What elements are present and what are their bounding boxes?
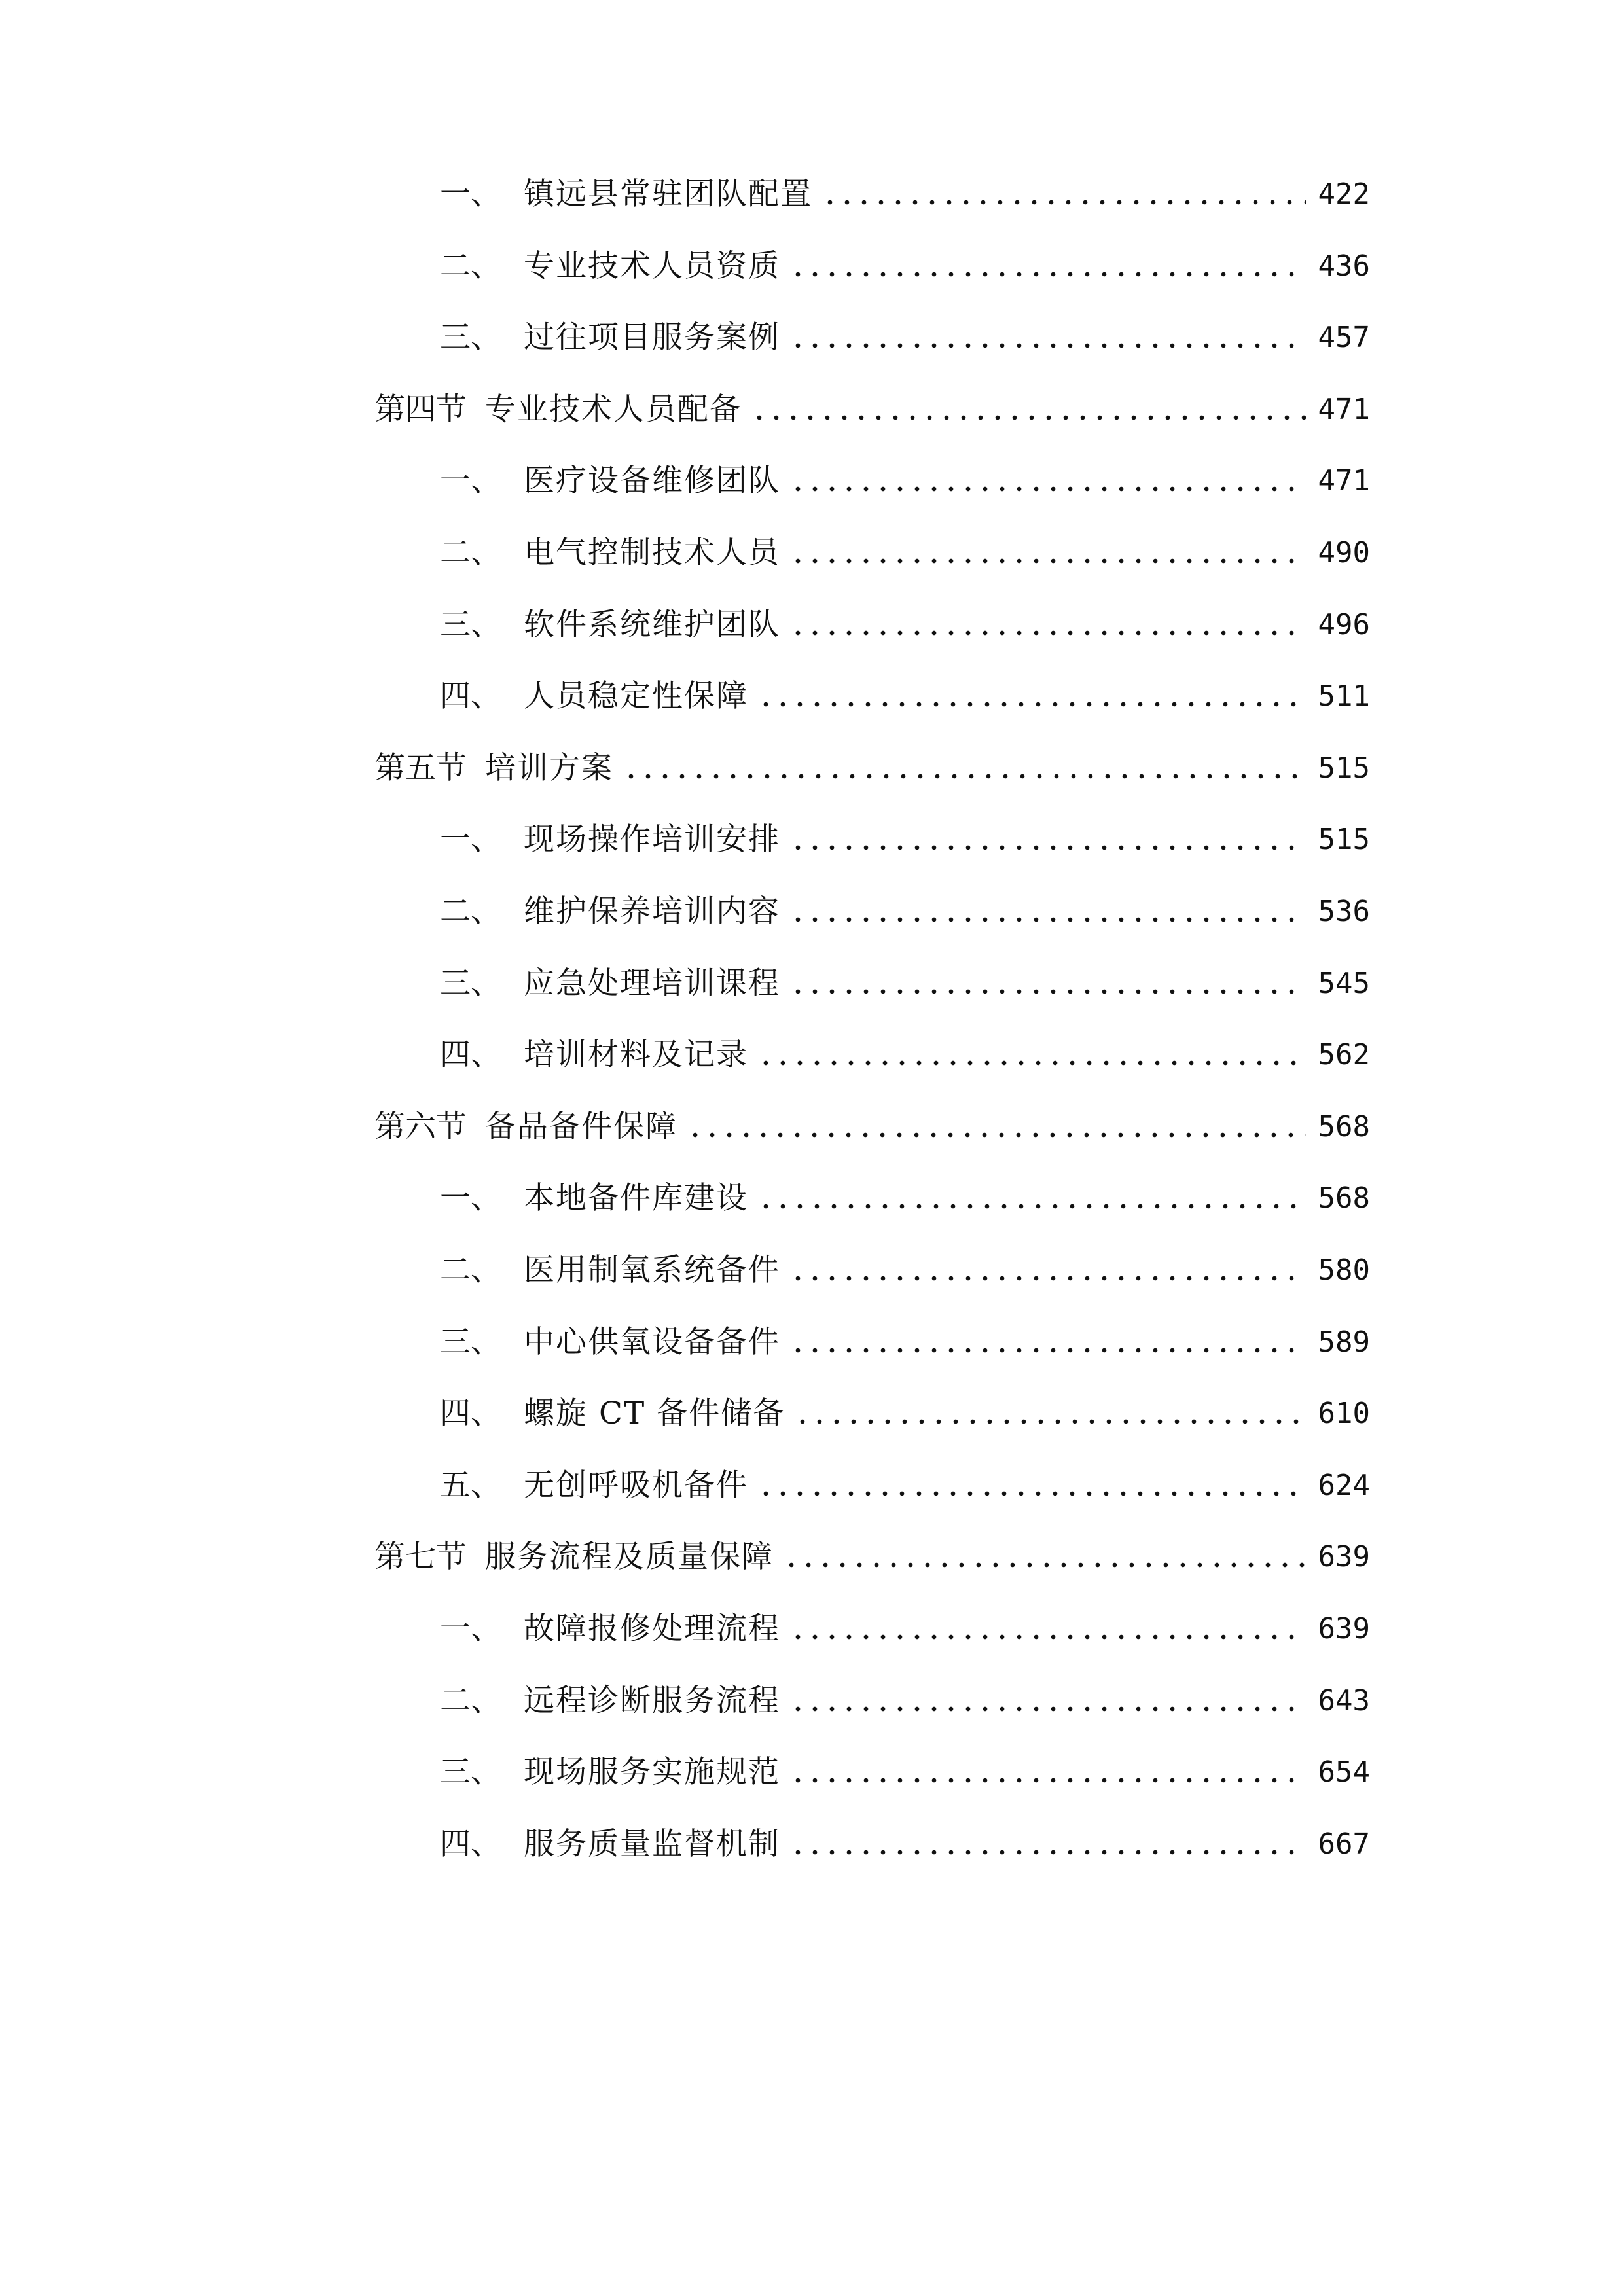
toc-dot-leader: [783, 1531, 1306, 1583]
toc-subsection-entry[interactable]: [440, 1675, 1370, 1727]
toc-section-entry[interactable]: [374, 1101, 1370, 1153]
toc-subsection-entry[interactable]: [440, 1172, 1370, 1225]
toc-entry-page-number: 490: [1318, 536, 1370, 569]
toc-entry-title: 人员稳定性保障: [524, 678, 748, 714]
toc-entry-page-number: 639: [1318, 1612, 1370, 1645]
toc-entry-page-number: 568: [1318, 1181, 1370, 1215]
toc-entry-number: 三、: [440, 1324, 501, 1360]
toc-entry-title: 软件系统维护团队: [524, 607, 780, 643]
toc-dot-leader: [789, 1675, 1306, 1727]
toc-dot-leader: [789, 886, 1306, 938]
toc-entry-title: 医用制氧系统备件: [524, 1252, 780, 1288]
toc-dot-leader: [789, 1603, 1306, 1655]
toc-subsection-entry[interactable]: [440, 1029, 1370, 1081]
toc-entry-page-number: 471: [1318, 464, 1370, 497]
toc-entry-title: 专业技术人员资质: [524, 248, 780, 284]
toc-dot-leader: [789, 1316, 1306, 1369]
toc-entry-number: 二、: [440, 1252, 501, 1288]
toc-dot-leader: [757, 1460, 1306, 1512]
toc-entry-title: 镇远县常驻团队配置: [524, 176, 812, 212]
toc-entry-page-number: 580: [1318, 1253, 1370, 1287]
toc-entry-title: 无创呼吸机备件: [524, 1467, 748, 1503]
toc-dot-leader: [789, 958, 1306, 1010]
toc-entry-title: 专业技术人员配备: [485, 391, 742, 427]
toc-entry-page-number: 589: [1318, 1325, 1370, 1359]
toc-entry-page-number: 515: [1318, 823, 1370, 856]
toc-entry-number: 三、: [440, 965, 501, 1001]
toc-entry-page-number: 562: [1318, 1038, 1370, 1071]
toc-subsection-entry[interactable]: [440, 1818, 1370, 1871]
toc-entry-title: 培训方案: [485, 750, 613, 786]
toc-entry-number: 一、: [440, 176, 501, 212]
toc-entry-number: 二、: [440, 248, 501, 284]
toc-entry-page-number: 471: [1318, 393, 1370, 426]
toc-entry-number: 第五节: [374, 750, 467, 786]
toc-entry-number: 一、: [440, 463, 501, 499]
toc-subsection-entry[interactable]: [440, 527, 1370, 579]
toc-entry-page-number: 436: [1318, 249, 1370, 283]
toc-dot-leader: [794, 1388, 1306, 1440]
toc-entry-page-number: 496: [1318, 608, 1370, 641]
toc-entry-title: 备品备件保障: [485, 1109, 677, 1145]
toc-dot-leader: [789, 1746, 1306, 1799]
toc-entry-number: 三、: [440, 607, 501, 643]
toc-entry-title: 服务质量监督机制: [524, 1826, 780, 1862]
toc-dot-leader: [757, 1172, 1306, 1225]
toc-subsection-entry[interactable]: [440, 670, 1370, 723]
toc-entry-title: 维护保养培训内容: [524, 893, 780, 929]
toc-dot-leader: [687, 1101, 1306, 1153]
toc-entry-title: 螺旋 CT 备件储备: [524, 1395, 785, 1431]
toc-entry-number: 四、: [440, 678, 501, 714]
toc-subsection-entry[interactable]: [440, 886, 1370, 938]
toc-entry-title: 医疗设备维修团队: [524, 463, 780, 499]
toc-entry-page-number: 515: [1318, 751, 1370, 785]
toc-dot-leader: [789, 599, 1306, 651]
toc-dot-leader: [623, 742, 1306, 795]
toc-entry-number: 一、: [440, 1611, 501, 1647]
toc-entry-number: 二、: [440, 893, 501, 929]
toc-entry-title: 应急处理培训课程: [524, 965, 780, 1001]
toc-dot-leader: [789, 455, 1306, 507]
toc-section-entry[interactable]: [374, 742, 1370, 795]
toc-entry-title: 中心供氧设备备件: [524, 1324, 780, 1360]
toc-entry-page-number: 610: [1318, 1397, 1370, 1430]
toc-dot-leader: [751, 384, 1306, 436]
toc-entry-number: 四、: [440, 1395, 501, 1431]
toc-entry-page-number: 457: [1318, 321, 1370, 354]
toc-entry-number: 三、: [440, 1754, 501, 1790]
toc-section-entry[interactable]: [374, 384, 1370, 436]
toc-subsection-entry[interactable]: [440, 1603, 1370, 1655]
toc-entry-page-number: 422: [1318, 177, 1370, 211]
toc-entry-page-number: 654: [1318, 1755, 1370, 1789]
toc-dot-leader: [789, 312, 1306, 364]
toc-dot-leader: [789, 814, 1306, 866]
toc-entry-number: 一、: [440, 1180, 501, 1216]
toc-entry-title: 服务流程及质量保障: [485, 1539, 774, 1575]
toc-entry-number: 二、: [440, 1683, 501, 1719]
toc-entry-title: 远程诊断服务流程: [524, 1683, 780, 1719]
toc-subsection-entry[interactable]: [440, 240, 1370, 293]
toc-entry-title: 过往项目服务案例: [524, 319, 780, 355]
toc-entry-page-number: 643: [1318, 1684, 1370, 1717]
toc-dot-leader: [789, 1818, 1306, 1871]
toc-section-entry[interactable]: [374, 1531, 1370, 1583]
toc-entry-page-number: 536: [1318, 895, 1370, 928]
toc-subsection-entry[interactable]: [440, 599, 1370, 651]
toc-subsection-entry[interactable]: [440, 1460, 1370, 1512]
toc-entry-title: 现场操作培训安排: [524, 821, 780, 857]
toc-entry-number: 四、: [440, 1037, 501, 1073]
toc-entry-number: 五、: [440, 1467, 501, 1503]
toc-entry-number: 第四节: [374, 391, 467, 427]
toc-entry-number: 四、: [440, 1826, 501, 1862]
toc-entry-page-number: 639: [1318, 1540, 1370, 1573]
toc-dot-leader: [789, 1244, 1306, 1297]
toc-entry-page-number: 624: [1318, 1469, 1370, 1502]
toc-entry-title: 本地备件库建设: [524, 1180, 748, 1216]
toc-subsection-entry[interactable]: [440, 958, 1370, 1010]
toc-entry-title: 电气控制技术人员: [524, 535, 780, 571]
toc-dot-leader: [821, 168, 1306, 221]
toc-entry-page-number: 667: [1318, 1827, 1370, 1861]
toc-dot-leader: [757, 670, 1306, 723]
toc-entry-page-number: 545: [1318, 967, 1370, 1000]
toc-entry-number: 三、: [440, 319, 501, 355]
toc-entry-number: 第六节: [374, 1109, 467, 1145]
toc-subsection-entry[interactable]: [440, 1316, 1370, 1369]
toc-entry-title: 故障报修处理流程: [524, 1611, 780, 1647]
toc-subsection-entry[interactable]: [440, 312, 1370, 364]
toc-subsection-entry[interactable]: [440, 814, 1370, 866]
toc-subsection-entry[interactable]: [440, 1388, 1370, 1440]
toc-dot-leader: [789, 240, 1306, 293]
toc-entry-page-number: 511: [1318, 679, 1370, 713]
toc-subsection-entry[interactable]: [440, 1746, 1370, 1799]
toc-subsection-entry[interactable]: [440, 168, 1370, 221]
toc-entry-number: 二、: [440, 535, 501, 571]
toc-entry-title: 现场服务实施规范: [524, 1754, 780, 1790]
toc-entry-page-number: 568: [1318, 1110, 1370, 1143]
toc-entry-number: 一、: [440, 821, 501, 857]
toc-subsection-entry[interactable]: [440, 1244, 1370, 1297]
toc-entry-number: 第七节: [374, 1539, 467, 1575]
toc-dot-leader: [789, 527, 1306, 579]
toc-entry-title: 培训材料及记录: [524, 1037, 748, 1073]
toc-dot-leader: [757, 1029, 1306, 1081]
toc-subsection-entry[interactable]: [440, 455, 1370, 507]
